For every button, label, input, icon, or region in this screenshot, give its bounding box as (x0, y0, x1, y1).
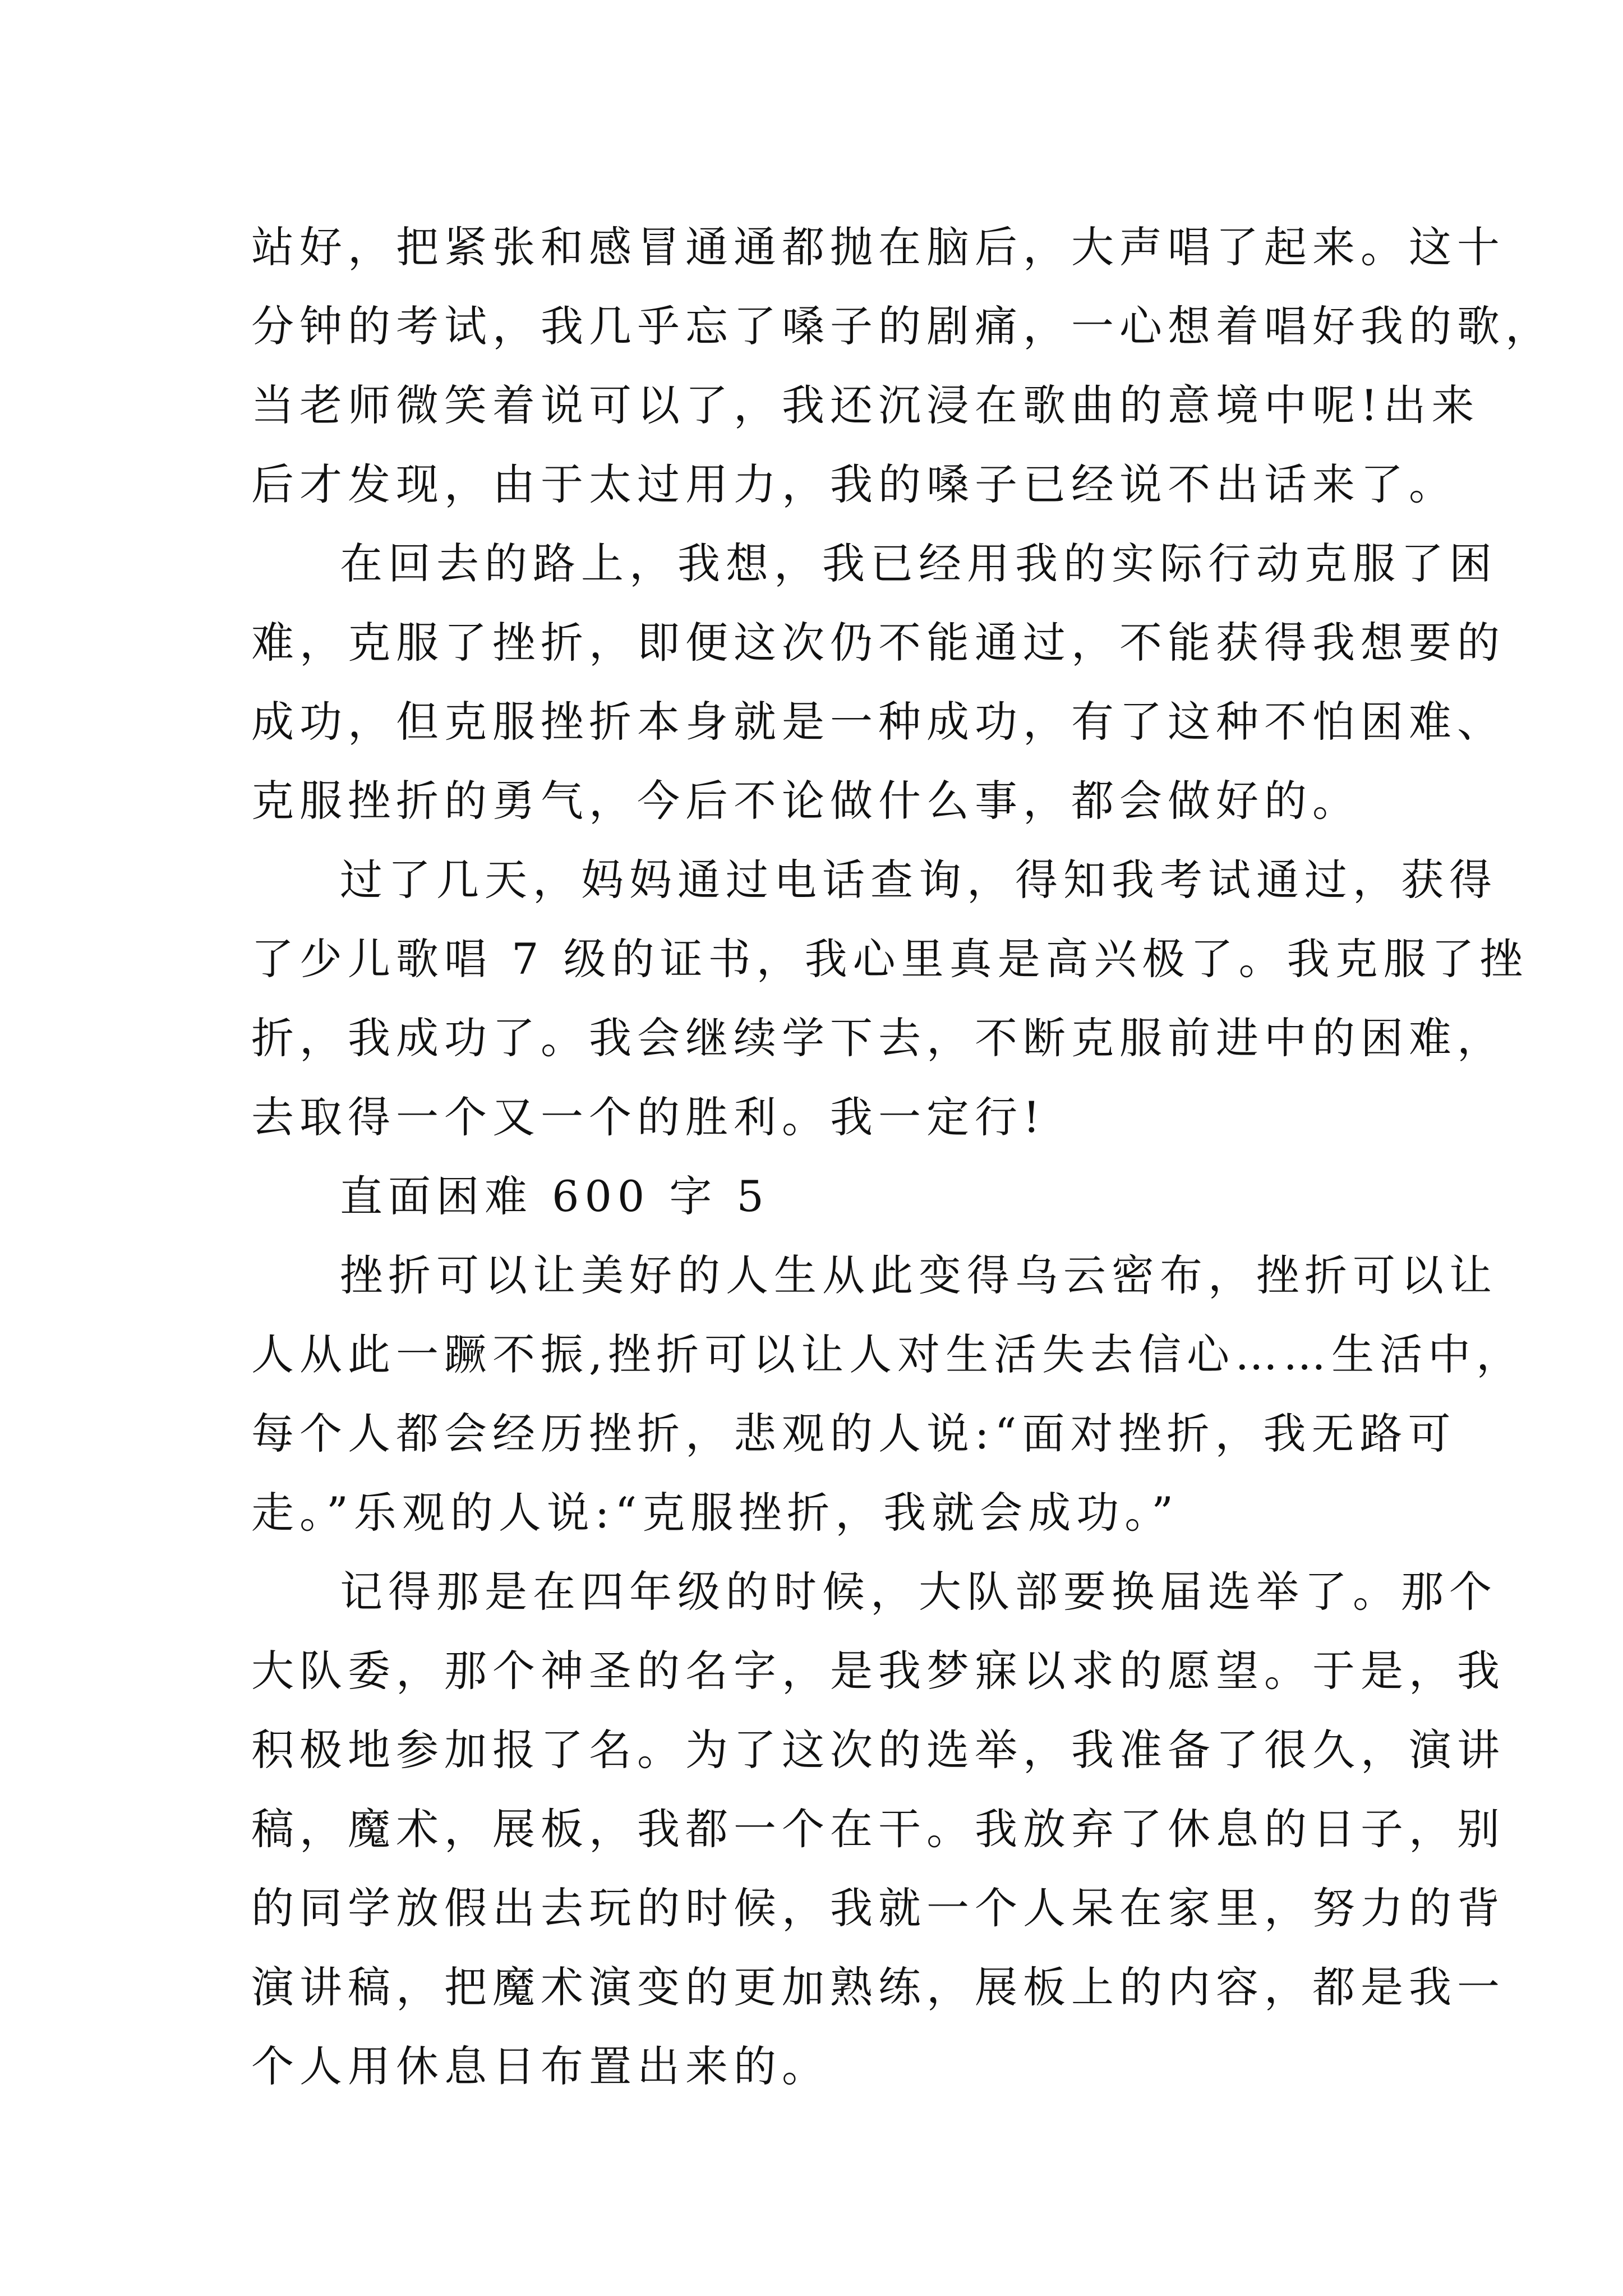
text-line: 大队委，那个神圣的名字，是我梦寐以求的愿望。于是，我 (251, 1646, 1505, 1696)
text-line: 分钟的考试，我几乎忘了嗓子的剧痛，一心想着唱好我的歌， (251, 301, 1553, 351)
text-line: 在回去的路上，我想，我已经用我的实际行动克服了困 (340, 539, 1497, 588)
text-line: 当老师微笑着说可以了，我还沉浸在歌曲的意境中呢!出来 (251, 380, 1480, 430)
text-line: 了少儿歌唱 7 级的证书，我心里真是高兴极了。我克服了挫 (251, 934, 1528, 984)
text-line: 每个人都会经历挫折，悲观的人说:“面对挫折，我无路可 (251, 1409, 1456, 1458)
text-line: 人从此一蹶不振,挫折可以让人对生活失去信心……生活中， (251, 1329, 1525, 1379)
text-line: 的同学放假出去玩的时候，我就一个人呆在家里，努力的背 (251, 1883, 1505, 1933)
text-line: 挫折可以让美好的人生从此变得乌云密布，挫折可以让 (340, 1250, 1497, 1300)
text-line: 积极地参加报了名。为了这次的选举，我准备了很久，演讲 (251, 1725, 1505, 1775)
body-text (251, 208, 1553, 2106)
text-line: 去取得一个又一个的胜利。我一定行! (251, 1092, 1046, 1142)
text-line: 折，我成功了。我会继续学下去，不断克服前进中的困难， (251, 1013, 1505, 1063)
text-line: 稿，魔术，展板，我都一个在干。我放弃了休息的日子，别 (251, 1804, 1505, 1854)
text-line: 走。”乐观的人说:“克服挫折，我就会成功。” (251, 1488, 1179, 1538)
text-line: 演讲稿，把魔术演变的更加熟练，展板上的内容，都是我一 (251, 1962, 1505, 2012)
section-heading: 直面困难 600 字 5 (340, 1171, 769, 1221)
text-line: 克服挫折的勇气，今后不论做什么事，都会做好的。 (251, 776, 1361, 826)
text-line: 站好，把紧张和感冒通通都抛在脑后，大声唱了起来。这十 (251, 222, 1505, 272)
text-line: 记得那是在四年级的时候，大队部要换届选举了。那个 (340, 1567, 1497, 1617)
text-line: 过了几天，妈妈通过电话查询，得知我考试通过，获得 (340, 855, 1497, 905)
text-line: 成功，但克服挫折本身就是一种成功，有了这种不怕困难、 (251, 697, 1505, 747)
text-line: 个人用休息日布置出来的。 (251, 2041, 830, 2091)
text-line: 后才发现，由于太过用力，我的嗓子已经说不出话来了。 (251, 459, 1457, 509)
text-line: 难，克服了挫折，即便这次仍不能通过，不能获得我想要的 (251, 618, 1505, 668)
